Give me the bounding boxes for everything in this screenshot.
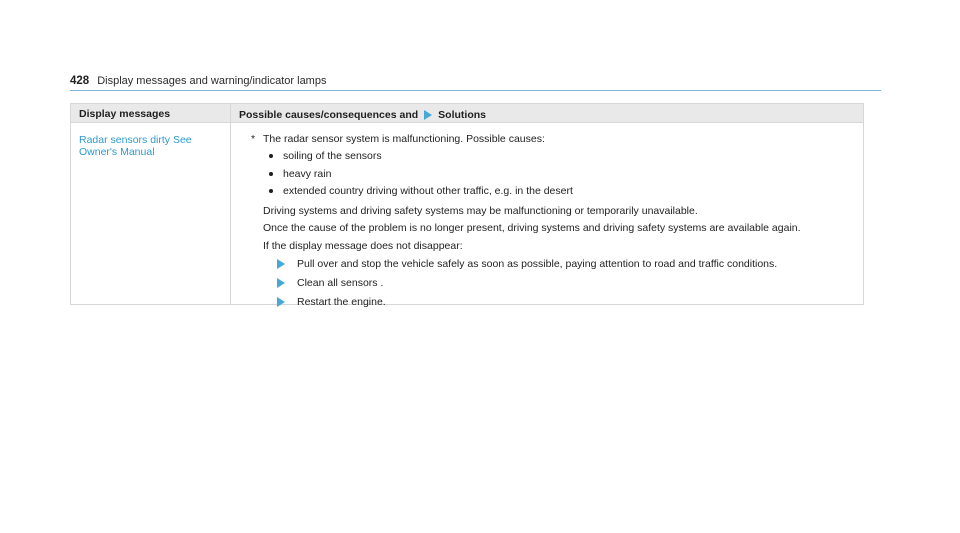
bullet-icon <box>269 189 273 193</box>
solution-step <box>251 293 863 312</box>
header-causes-label: Possible causes/consequences and <box>239 109 419 121</box>
step-text: Clean all sensors . <box>297 277 384 289</box>
header-solutions-label: Solutions <box>438 109 487 121</box>
page-header <box>70 71 881 91</box>
cause-text: soiling of the sensors <box>283 150 382 163</box>
bullet-icon <box>269 154 273 158</box>
footnote-star: * <box>251 132 256 145</box>
bullet-icon <box>269 172 273 176</box>
intro-text: The radar sensor system is malfunctioning. Possible causes: <box>263 132 545 145</box>
table-row <box>71 123 863 308</box>
solution-arrow-icon <box>424 110 432 120</box>
solution-step <box>251 255 863 274</box>
causes-solutions-cell <box>231 123 863 308</box>
step-arrow-icon <box>277 278 285 288</box>
intro-line <box>251 130 863 148</box>
page-number: 428 <box>70 75 90 87</box>
cause-item <box>251 148 863 166</box>
recovery-paragraph: Once the cause of the problem is no longer present, driving systems and driving safety systems are available again. <box>263 222 801 235</box>
step-text: Restart the engine. <box>297 296 386 308</box>
consequence-paragraph: Driving systems and driving safety systems may be malfunctioning or temporarily unavailable. <box>263 204 698 217</box>
table-header <box>71 104 863 123</box>
cause-item <box>251 165 863 183</box>
display-message-table <box>70 103 864 308</box>
page-title: Display messages and warning/indicator lamps <box>97 75 327 87</box>
column-header-display-messages: Display messages <box>71 104 231 122</box>
cause-text: extended country driving without other traffic, e.g. in the desert <box>283 185 573 198</box>
display-message-line1: Radar sensors dirty See <box>79 134 192 146</box>
solution-step <box>251 274 863 293</box>
instruction-paragraph: If the display message does not disappear: <box>263 239 463 252</box>
cause-text: heavy rain <box>283 167 332 180</box>
display-message-cell <box>71 123 231 305</box>
step-arrow-icon <box>277 297 285 307</box>
step-arrow-icon <box>277 259 285 269</box>
cause-item <box>251 183 863 201</box>
display-message-line2: Owner's Manual <box>79 146 155 158</box>
step-text: Pull over and stop the vehicle safely as soon as possible, paying attention to road and traffic conditions. <box>297 258 778 270</box>
column-header-causes-solutions <box>231 104 863 122</box>
